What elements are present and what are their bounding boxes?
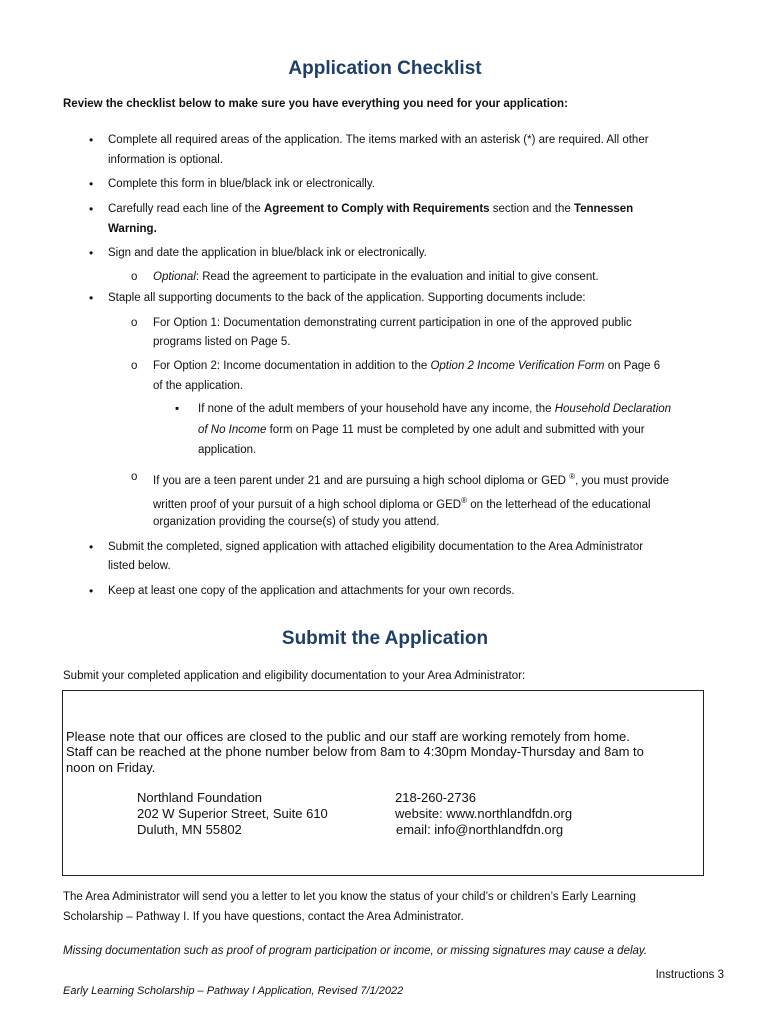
- sub-bullet-text: For Option 1: Documentation demonstrating current participation in one of the approved public: [153, 317, 632, 329]
- notice-text: Please note that our offices are closed to the public and our staff are working remotely from home.: [66, 729, 630, 744]
- text-run: Carefully read each line of the: [108, 203, 264, 215]
- sub-bullet-icon: o: [131, 360, 138, 372]
- text-run: on the letterhead of the educational: [467, 498, 651, 511]
- admin-org-name: Northland Foundation: [137, 790, 263, 805]
- registered-mark: ®: [569, 472, 576, 481]
- form-name: of No Income: [198, 424, 267, 436]
- sub-bullet-text: of the application.: [153, 380, 244, 392]
- warning-title: Tennessen: [573, 203, 634, 215]
- closing-text: Scholarship – Pathway I. If you have questions, contact the Area Administrator.: [63, 911, 464, 923]
- sub-sub-bullet-text: [198, 420, 645, 440]
- admin-phone: 218-260-2736: [395, 790, 476, 805]
- admin-email: email: info@northlandfdn.org: [396, 822, 564, 837]
- sub-bullet-text: [153, 267, 599, 287]
- bullet-text: information is optional.: [108, 154, 224, 166]
- bullet-icon: •: [89, 177, 94, 191]
- square-bullet-icon: ▪: [175, 403, 180, 415]
- notice-text: Staff can be reached at the phone number below from 8am to 4:30pm Monday-Thursday and 8am to: [66, 744, 644, 759]
- checklist-intro: Review the checklist below to make sure you have everything you need for your application:: [63, 98, 568, 110]
- bullet-icon: •: [89, 291, 94, 305]
- sub-bullet-icon: o: [131, 317, 138, 329]
- text-run: Optional: [153, 271, 196, 283]
- sub-bullet-text: [153, 467, 669, 491]
- form-name: Household Declaration: [554, 403, 672, 415]
- bullet-icon: •: [89, 584, 94, 598]
- sub-bullet-icon: o: [131, 271, 138, 283]
- form-name: Option 2 Income Verification Form: [430, 360, 605, 372]
- notice-text: noon on Friday.: [66, 760, 156, 775]
- bullet-text: Keep at least one copy of the application and attachments for your own records.: [108, 585, 515, 597]
- contact-box: [62, 690, 704, 876]
- submit-intro: Submit your completed application and eligibility documentation to your Area Administrator:: [63, 670, 526, 682]
- bullet-text: Staple all supporting documents to the back of the application. Supporting documents include:: [108, 292, 586, 304]
- page-title: Application Checklist: [288, 58, 482, 79]
- text-run: If none of the adult members of your household have any income, the: [198, 403, 555, 415]
- text-run: on Page 6: [604, 360, 661, 372]
- bullet-text: Sign and date the application in blue/black ink or electronically.: [108, 247, 427, 259]
- sub-bullet-text: organization providing the course(s) of study you attend.: [153, 516, 440, 528]
- sub-sub-bullet-text: [198, 399, 671, 419]
- bullet-icon: •: [89, 540, 94, 554]
- bullet-text: Warning.: [108, 223, 157, 235]
- admin-street: 202 W Superior Street, Suite 610: [137, 806, 328, 821]
- admin-website: website: www.northlandfdn.org: [395, 806, 573, 821]
- text-run: For Option 2: Income documentation in addition to the: [153, 360, 431, 372]
- bullet-text: listed below.: [108, 560, 171, 572]
- registered-mark: ®: [461, 496, 468, 505]
- text-run: form on Page 11 must be completed by one adult and submitted with your: [266, 424, 645, 436]
- document-footer: Early Learning Scholarship – Pathway I Application, Revised 7/1/2022: [63, 985, 404, 997]
- bullet-icon: •: [89, 133, 94, 147]
- sub-sub-bullet-text: application.: [198, 444, 257, 456]
- bullet-text: Complete this form in blue/black ink or electronically.: [108, 178, 375, 190]
- sub-bullet-icon: o: [131, 471, 138, 483]
- bullet-icon: •: [89, 202, 94, 216]
- sub-bullet-text: programs listed on Page 5.: [153, 336, 291, 348]
- admin-city: Duluth, MN 55802: [137, 822, 242, 837]
- text-run: If you are a teen parent under 21 and are pursuing a high school diploma or GED: [153, 474, 566, 487]
- agreement-title: Agreement to Comply with Requirements: [263, 203, 490, 215]
- text-run: : Read the agreement to participate in the evaluation and initial to give consent.: [195, 271, 599, 283]
- bullet-icon: •: [89, 246, 94, 260]
- page-number: Instructions 3: [655, 969, 724, 981]
- text-run: , you must provide: [575, 474, 670, 487]
- closing-text: The Area Administrator will send you a letter to let you know the status of your child’s or children’s Early Learning: [63, 891, 636, 903]
- sub-bullet-text: [153, 356, 660, 376]
- text-run: section and the: [489, 203, 574, 215]
- bullet-text: Complete all required areas of the application. The items marked with an asterisk (*) are required. All other: [108, 134, 649, 146]
- section-title: Submit the Application: [281, 628, 489, 649]
- delay-warning: Missing documentation such as proof of program participation or income, or missing signatures may cause a delay.: [63, 945, 648, 957]
- bullet-text: Submit the completed, signed application with attached eligibility documentation to the Area Administrator: [108, 541, 644, 553]
- bullet-text: [108, 199, 633, 219]
- text-run: written proof of your pursuit of a high school diploma or GED: [153, 498, 462, 511]
